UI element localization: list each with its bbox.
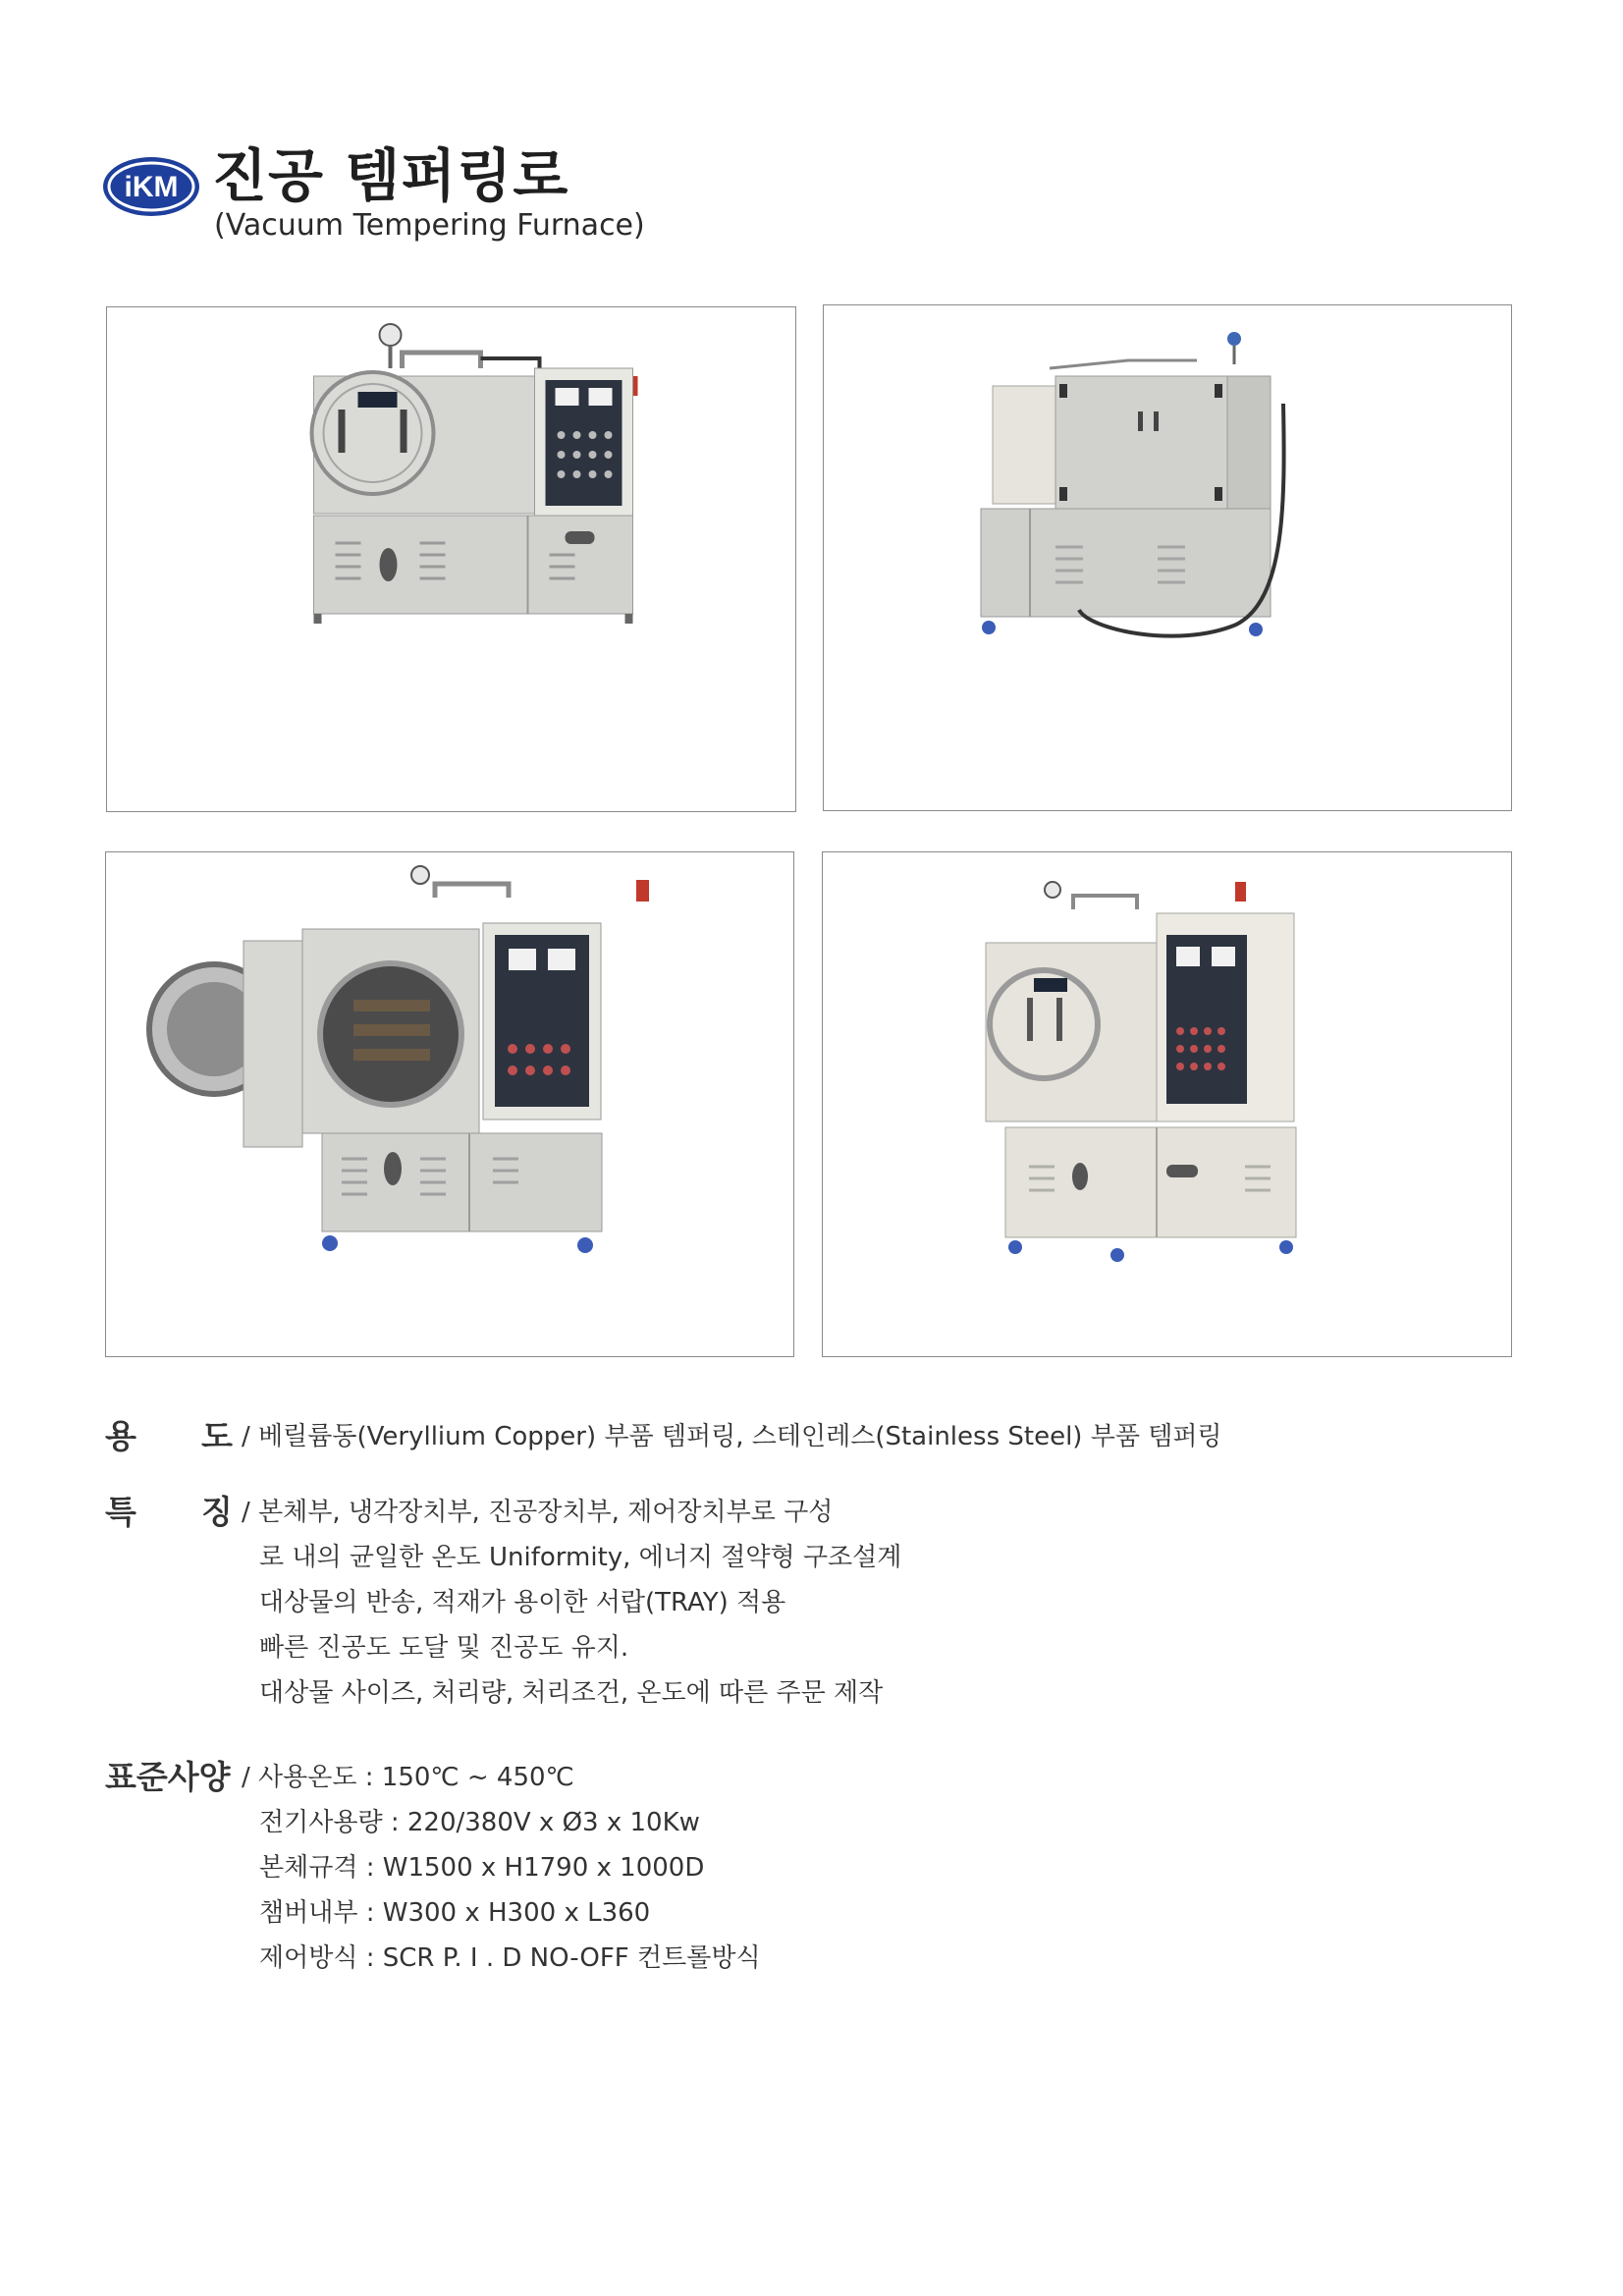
standard-line-2: 전기사용량 : 220/380V x Ø3 x 10Kw xyxy=(259,1808,700,1837)
features-line-2: 로 내의 균일한 온도 Uniformity, 에너지 절약형 구조설계 xyxy=(259,1543,902,1572)
page-title: 진공 템퍼링로 xyxy=(212,142,569,209)
features-line-1: / 본체부, 냉각장치부, 진공장치부, 제어장치부로 구성 xyxy=(242,1498,834,1527)
standard-line-1: / 사용온도 : 150℃ ~ 450℃ xyxy=(242,1763,574,1792)
features-line-3: 대상물의 반송, 적재가 용이한 서랍(TRAY) 적용 xyxy=(259,1588,786,1617)
standard-line-5: 제어방식 : SCR P. I . D NO-OFF 컨트롤방식 xyxy=(259,1943,761,1973)
features-label-a: 특 xyxy=(105,1493,136,1531)
standard-label: 표준사양 xyxy=(105,1758,231,1796)
photo-angle-view xyxy=(822,851,1512,1357)
features-label-b: 징 xyxy=(201,1493,233,1531)
photo-front-view xyxy=(106,306,796,812)
usage-label-b: 도 xyxy=(201,1417,233,1455)
standard-line-3: 본체규격 : W1500 x H1790 x 1000D xyxy=(259,1853,705,1883)
usage-text: / 베릴륨동(Veryllium Copper) 부품 템퍼링, 스테인레스(Stainless Steel) 부품 템퍼링 xyxy=(242,1422,1222,1451)
usage-label-a: 용 xyxy=(105,1417,136,1455)
logo-text: iKM xyxy=(124,171,179,203)
company-logo xyxy=(101,155,201,218)
photo-door-open xyxy=(105,851,794,1357)
standard-line-4: 챔버내부 : W300 x H300 x L360 xyxy=(259,1898,651,1928)
features-line-4: 빠른 진공도 도달 및 진공도 유지. xyxy=(259,1633,629,1663)
photo-rear-view xyxy=(823,304,1512,811)
features-line-5: 대상물 사이즈, 처리량, 처리조건, 온도에 따른 주문 제작 xyxy=(259,1678,884,1708)
page-subtitle: (Vacuum Tempering Furnace) xyxy=(214,208,645,243)
